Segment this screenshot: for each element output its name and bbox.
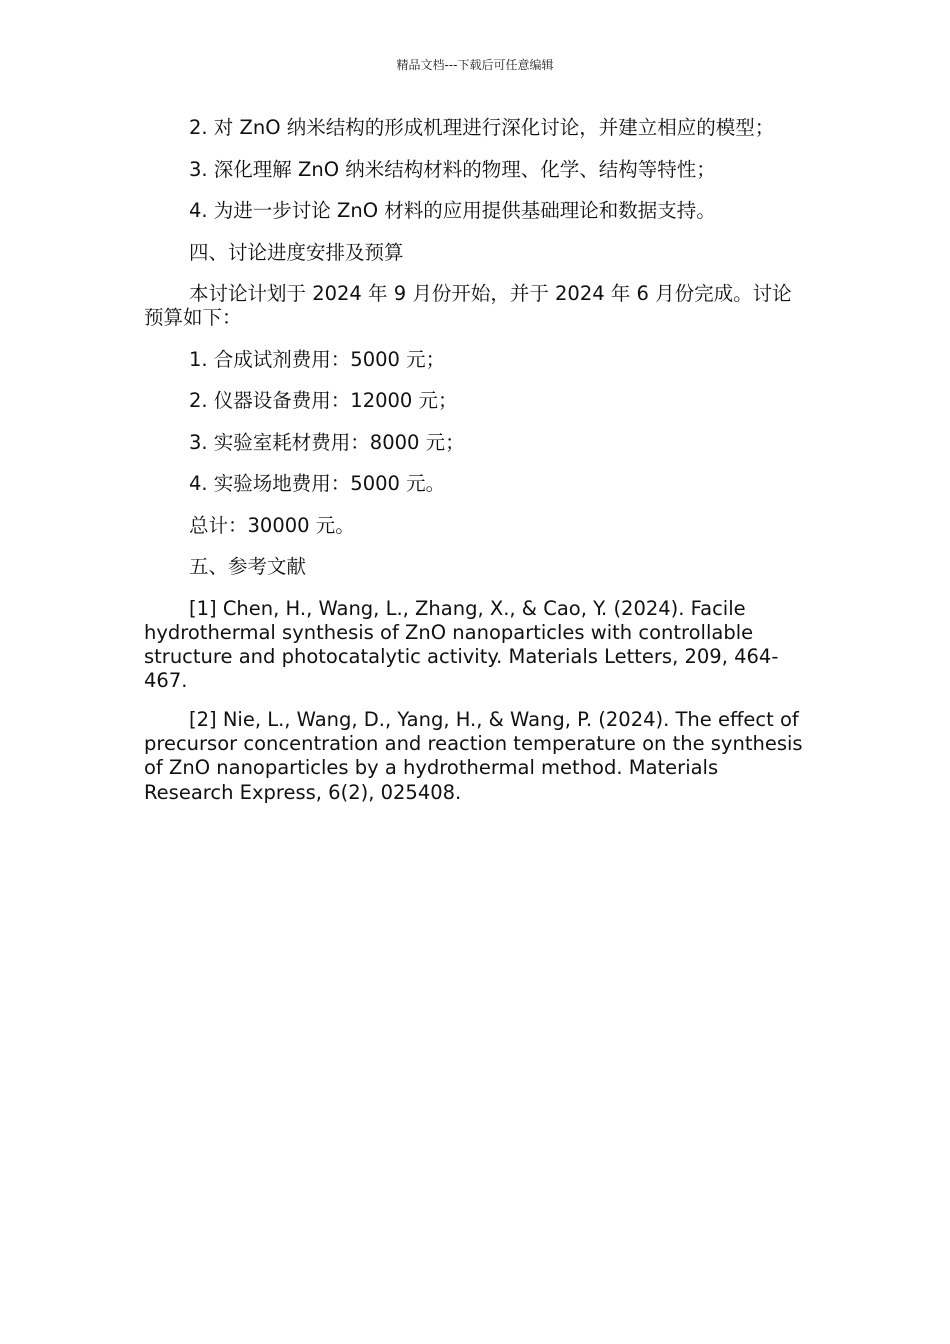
budget-total: 总计：30000 元。 <box>189 513 355 537</box>
budget-item: 2. 仪器设备费用：12000 元； <box>189 389 458 412</box>
budget-item: 4. 实验场地费用：5000 元。 <box>189 472 446 495</box>
section-heading: 四、讨论进度安排及预算 <box>189 240 404 264</box>
document-body <box>144 116 804 819</box>
goal-item: 3. 深化理解 ZnO 纳米结构材料的物理、化学、结构等特性； <box>189 157 716 181</box>
goal-item: 2. 对 ZnO 纳米结构的形成机理进行深化讨论，并建立相应的模型； <box>189 116 775 139</box>
page-header: 精品文档---下载后可任意编辑 <box>396 58 554 72</box>
schedule-paragraph: 本讨论计划于 2024 年 9 月份开始，并于 2024 年 6 月份完成。讨论预算如下： <box>144 282 792 329</box>
goal-item: 4. 为进一步讨论 ZnO 材料的应用提供基础理论和数据支持。 <box>189 199 716 222</box>
reference-entry: [2] Nie, L., Wang, D., Yang, H., & Wang, P. (2024). The effect of precursor concentration and reaction temperature on the synthesis of ZnO nanoparticles by a hydrothermal method. Materials Research Express, 6(2), 025408. <box>144 707 803 804</box>
budget-item: 1. 合成试剂费用：5000 元； <box>189 347 446 371</box>
reference-entry: [1] Chen, H., Wang, L., Zhang, X., & Cao, Y. (2024). Facile hydrothermal synthesis of ZnO nanoparticles with controllable structure and photocatalytic activity. Materials Letters, 209, 464-467. <box>144 596 779 693</box>
budget-item: 3. 实验室耗材费用：8000 元； <box>189 430 465 454</box>
section-heading: 五、参考文献 <box>189 555 307 578</box>
